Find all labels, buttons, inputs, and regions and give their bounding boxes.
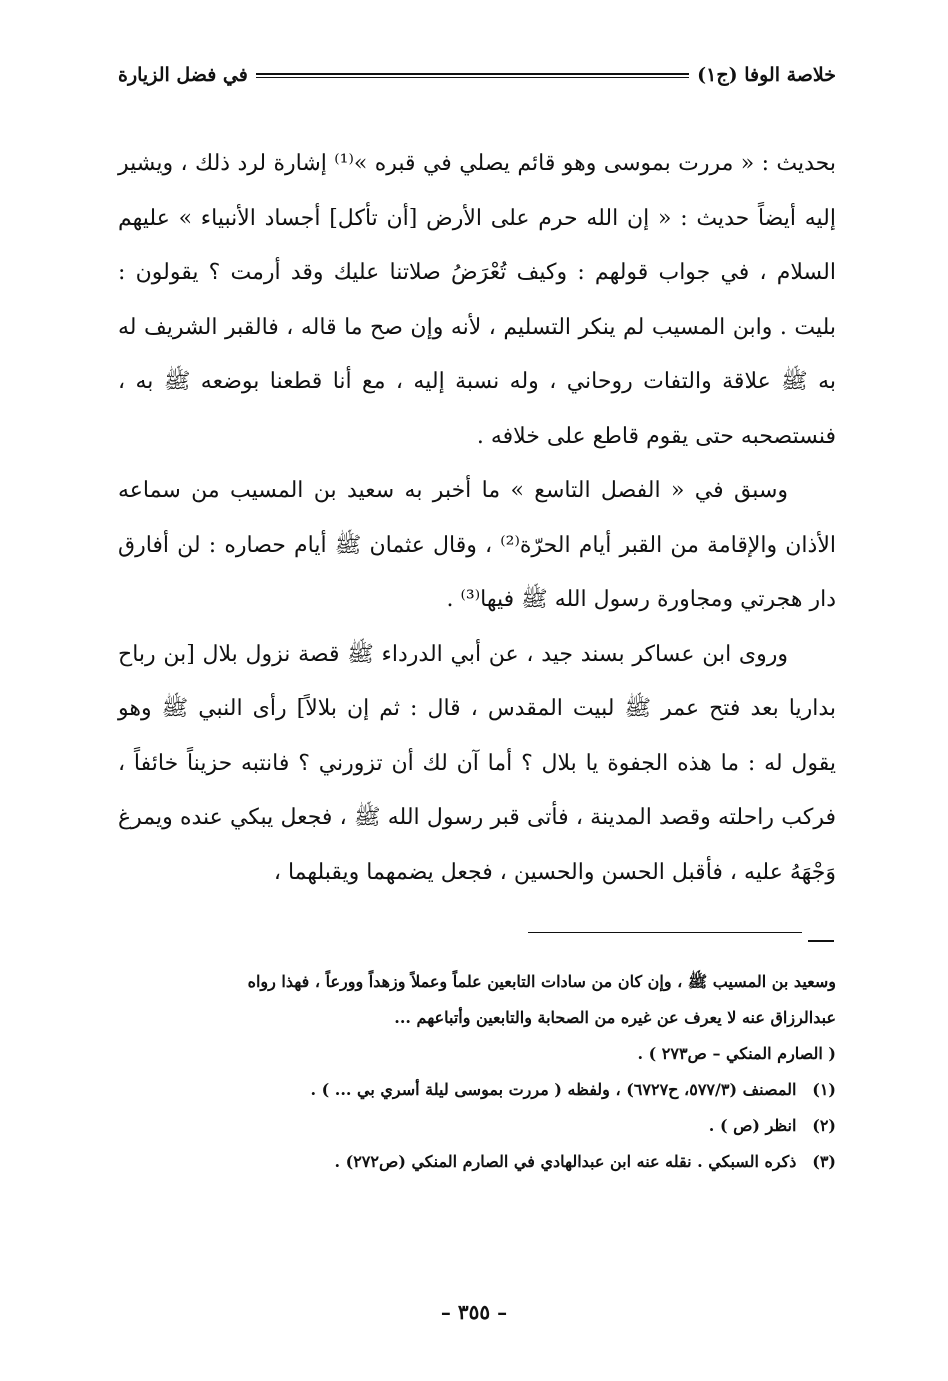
page-number: – ٣٥٥ –: [440, 1300, 508, 1324]
footnote-number: (٣): [812, 1152, 836, 1171]
footnote-text: المصنف (٥٧٧/٣، ح٦٧٢٧) ، ولفظه ( مررت بموسى ليلة أسري بي ... ) .: [310, 1080, 797, 1099]
footnote-continuation-line: ( الصارم المنكي – ص٢٧٣ ) .: [637, 1044, 836, 1063]
paragraph-2: وسبق في « الفصل التاسع » ما أخبر به سعيد بن المسيب من سماعه الأذان والإقامة من القبر أيام الحرّة⁽²⁾ ، وقال عثمان ﷺ أيام حصاره : لن أفارق دار هجرتي ومجاورة رسول الله ﷺ فيها⁽³⁾ .: [118, 478, 837, 612]
footnote-separator: [528, 932, 802, 933]
header-rule: [256, 73, 689, 78]
footnote-number: (٢): [812, 1116, 836, 1135]
paragraph-1: بحديث : « مررت بموسى وهو قائم يصلي في قبره »⁽¹⁾ إشارة لرد ذلك ، ويشير إليه أيضاً حديث : « إن الله حرم على الأرض [أن تأكل] أجساد الأنبياء » عليهم السلام ، في جواب قولهم : وكيف تُعْرَضُ صلاتنا عليك وقد أرمت ؟ يقولون : بليت . وابن المسيب لم ينكر التسليم ، لأنه وإن صح ما قاله ، فالقبر الشريف له به ﷺ علاقة والتفات روحاني ، وله نسبة إليه ، مع أنا قطعنا بوضعه ﷺ به ، فنستصحبه حتى يقوم قاطع على خلافه .: [118, 151, 836, 449]
footnote-text: انظر (ص ) .: [708, 1116, 797, 1135]
footnotes: [118, 964, 836, 1180]
footnote-text: ذكره السبكي . نقله عنه ابن عبدالهادي في الصارم المنكي (ص٢٧٢) .: [334, 1152, 797, 1171]
footnote-2: [118, 1108, 836, 1144]
footnote-continuation-line: عبدالرزاق عنه لا يعرف عن غيره من الصحابة والتابعين وأتباعهم ...: [394, 1008, 836, 1027]
header-book-title: خلاصة الوفا (ج١): [697, 64, 836, 86]
paragraph-3: وروى ابن عساكر بسند جيد ، عن أبي الدرداء ﷺ قصة نزول بلال [بن رباح بداريا بعد فتح عمر ﷺ لبيت المقدس ، قال : ثم إن بلالاً] رأى النبي ﷺ وهو يقول له : ما هذه الجفوة يا بلال ؟ أما آن لك أن تزورني ؟ فانتبه حزيناً خائفاً ، فركب راحلته وقصد المدينة ، فأتى قبر رسول الله ﷺ ، فجعل يبكي عنده ويمرغ وَجْهَهُ عليه ، فأقبل الحسن والحسين ، فجعل يضمهما ويقبلهما ،: [118, 641, 836, 885]
footnote-continuation-line: وسعيد بن المسيب ﷺ ، وإن كان من سادات التابعين علماً وعملاً وزهداً وورعاً ، فهذا رواه: [247, 972, 836, 991]
footnote-1: [118, 1072, 836, 1108]
footnote-3: [118, 1144, 836, 1180]
running-header: [118, 58, 836, 92]
footnote-number: (١): [812, 1080, 836, 1099]
header-chapter-title: في فضل الزيارة: [118, 64, 248, 86]
footnote-continuation-mark: [808, 940, 834, 942]
main-text: [118, 137, 836, 900]
